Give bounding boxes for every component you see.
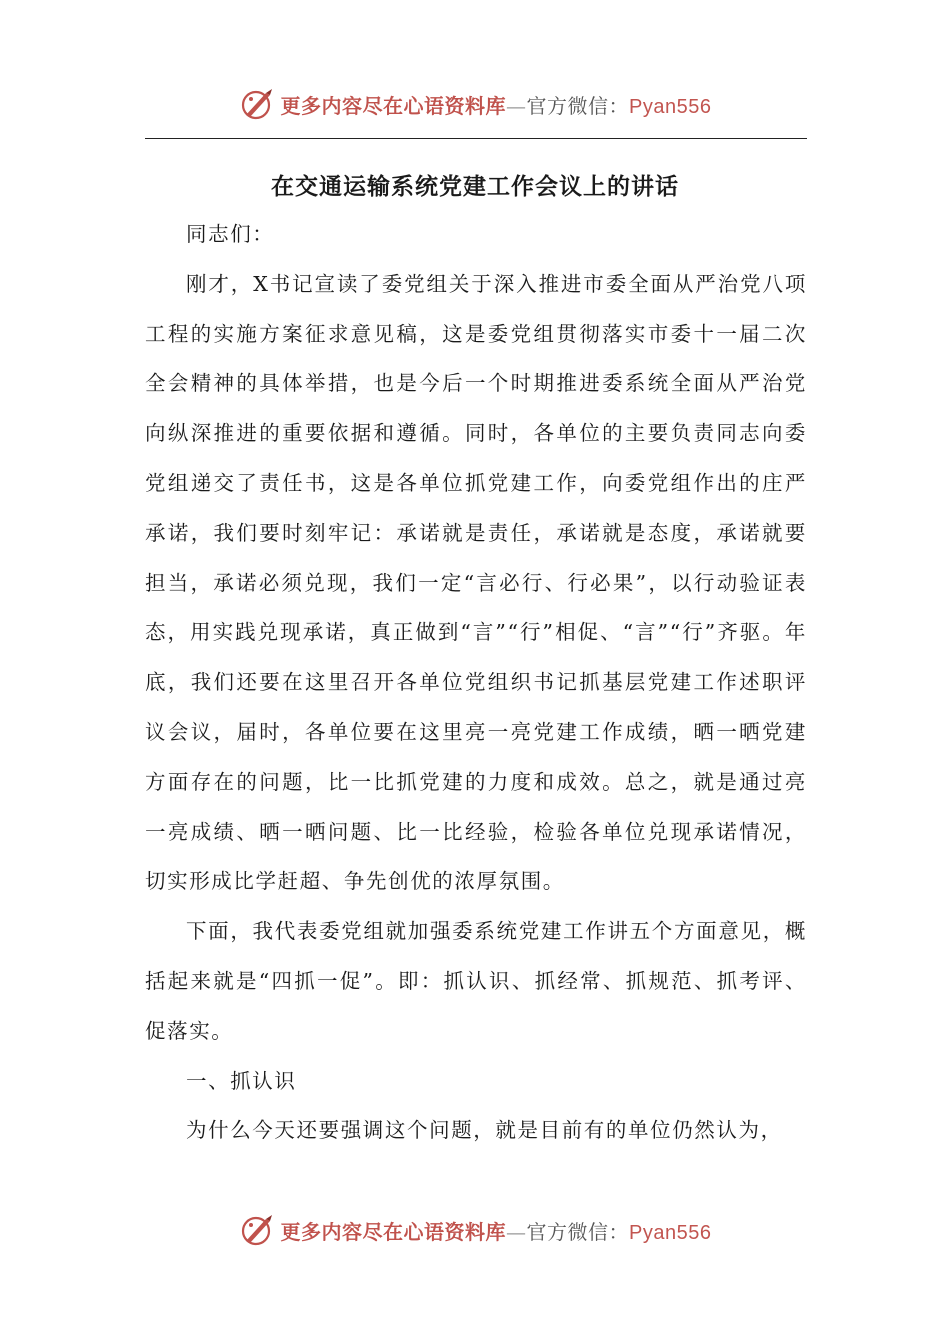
paragraph: 下面，我代表委党组就加强委系统党建工作讲五个方面意见，概括起来就是“四抓一促”。即：抓认识、抓经常、抓规范、抓考评、促落实。 [145,919,807,1043]
section-heading: 一、抓认识 [186,1068,297,1093]
watermark-official: 官方微信： [526,93,630,118]
watermark-handle: Pyan556 [629,95,712,118]
document-title: 在交通运输系统党建工作会议上的讲话 [271,174,679,200]
paragraph: 为什么今天还要强调这个问题，就是目前有的单位仍然认为， [186,1118,783,1143]
watermark-official: 官方微信： [526,1219,630,1244]
salutation: 同志们： [186,222,275,246]
pen-logo-icon [239,86,275,122]
watermark-brand: 更多内容尽在心语资料库 [280,93,507,118]
watermark-dash: — [506,93,527,118]
watermark-text [281,1216,712,1245]
watermark-dash: — [506,1219,527,1244]
document-body [145,210,807,1156]
watermark-text [281,90,712,119]
watermark-brand: 更多内容尽在心语资料库 [280,1219,507,1244]
pen-logo-icon [239,1212,275,1248]
paragraph: 刚才，X书记宣读了委党组关于深入推进市委全面从严治党八项工程的实施方案征求意见稿，这是委党组贯彻落实市委十一届二次全会精神的具体举措，也是今后一个时期推进委系统全面从严治党向纵深推进的重要依据和遵循。同时，各单位的主要负责同志向委党组递交了责任书，这是各单位抓党建工作，向委党组作出的庄严承诺，我们要时刻牢记：承诺就是责任，承诺就是态度，承诺就要担当，承诺必须兑现，我们一定“言必行、行必果”，以行动验证表态，用实践兑现承诺，真正做到“言”“行”相促、“言”“行”齐驱。年底，我们还要在这里召开各单位党组织书记抓基层党建工作述职评议会议，届时，各单位要在这里亮一亮党建工作成绩，晒一晒党建方面存在的问题，比一比抓党建的力度和成效。总之，就是通过亮一亮成绩、晒一晒问题、比一比经验，检验各单位兑现承诺情况，切实形成比学赶超、争先创优的浓厚氛围。 [145,271,807,894]
watermark-header [0,84,950,124]
watermark-footer [0,1210,950,1250]
header-rule [145,138,807,139]
watermark-handle: Pyan556 [629,1221,712,1244]
